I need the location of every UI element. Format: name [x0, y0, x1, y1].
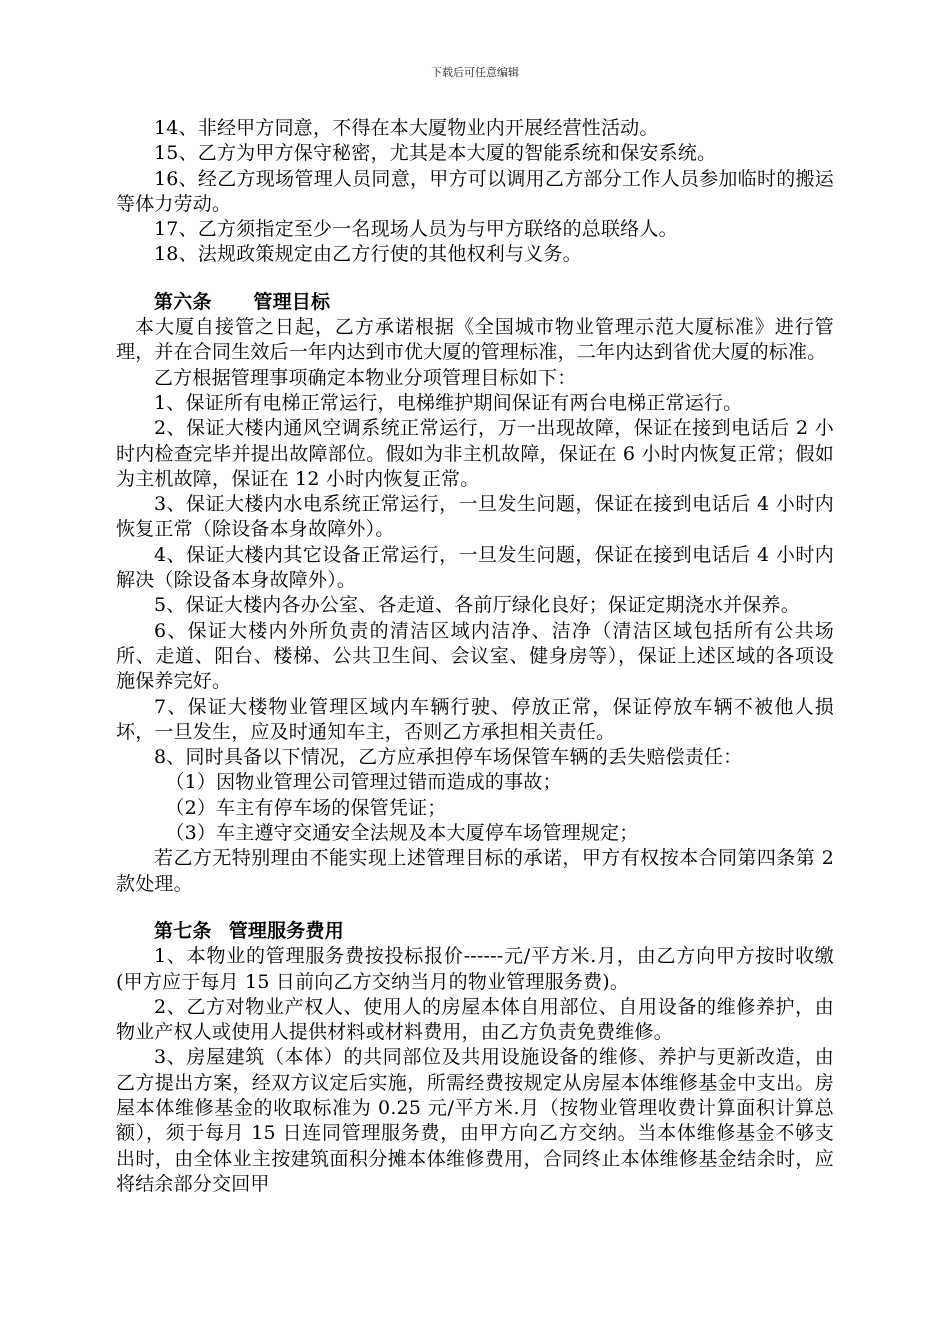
clause-16: 16、经乙方现场管理人员同意，甲方可以调用乙方部分工作人员参加临时的搬运等体力劳动。 [116, 167, 834, 215]
article-6-heading [116, 290, 834, 315]
article-6-item-8: 8、同时具备以下情况，乙方应承担停车场保管车辆的丢失赔偿责任： [154, 746, 743, 769]
article-6-item-7: 7、保证大楼物业管理区域内车辆行驶、停放正常，保证停放车辆不被他人损坏，一旦发生，应及时通知车主，否则乙方承担相关责任。 [116, 695, 834, 743]
document-body [116, 116, 834, 1197]
article-6-number: 第六条 [154, 290, 212, 313]
article-7-heading [116, 919, 834, 944]
article-6-item-5: 5、保证大楼内各办公室、各走道、各前厅绿化良好；保证定期浇水并保养。 [154, 594, 800, 617]
article-7-title: 管理服务费用 [228, 919, 344, 942]
article-6-item-3: 3、保证大楼内水电系统正常运行，一旦发生问题，保证在接到电话后 4 小时内恢复正常（除设备本身故障外）。 [116, 493, 834, 541]
article-6-item-1: 1、保证所有电梯正常运行，电梯维护期间保证有两台电梯正常运行。 [154, 391, 743, 414]
article-6-condition-2: （2）车主有停车场的保管凭证； [165, 796, 447, 819]
article-7-item-2: 2、乙方对物业产权人、使用人的房屋本体自用部位、自用设备的维修养护，由物业产权人或使用人提供材料或材料费用，由乙方负责免费维修。 [116, 995, 834, 1044]
article-6-lead: 乙方根据管理事项确定本物业分项管理目标如下： [154, 366, 577, 389]
clause-18: 18、法规政策规定由乙方行使的其他权利与义务。 [154, 243, 582, 266]
page-header: 下载后可任意编辑 [431, 66, 519, 79]
article-7-number: 第七条 [154, 919, 212, 942]
article-6-closing: 若乙方无特别理由不能实现上述管理目标的承诺，甲方有权按本合同第四条第 2 款处理。 [116, 847, 834, 895]
article-6-title: 管理目标 [253, 290, 331, 313]
article-6-intro: 本大厦自接管之日起，乙方承诺根据《全国城市物业管理示范大厦标准》进行管理，并在合同生效后一年内达到市优大厦的管理标准，二年内达到省优大厦的标准。 [116, 316, 834, 364]
article-6-item-4: 4、保证大楼内其它设备正常运行，一旦发生问题，保证在接到电话后 4 小时内解决（除设备本身故障外）。 [116, 543, 834, 592]
article-7-item-3: 3、房屋建筑（本体）的共同部位及共用设施设备的维修、养护与更新改造，由乙方提出方案，经双方议定后实施，所需经费按规定从房屋本体维修基金中支出。房屋本体维修基金的收取标准为 0.25 元/平方米.月（按物业管理收费计算面积计算总额），须于每月 15 日连同管理服务费，由甲方向乙方交纳。当本体维修基金不够支出时，由全体业主按建筑面积分摊本体维修费用，合同终止本体维修基金结余时，应将结余部分交回甲 [116, 1046, 834, 1195]
clause-14: 14、非经甲方同意，不得在本大厦物业内开展经营性活动。 [154, 117, 659, 139]
clause-15: 15、乙方为甲方保守秘密，尤其是本大厦的智能系统和保安系统。 [154, 142, 717, 165]
article-7-item-1: 1、本物业的管理服务费按投标报价------元/平方米.月，由乙方向甲方按时收缴(甲方应于每月 15 日前向乙方交纳当月的物业管理服务费)。 [116, 945, 834, 993]
article-6-item-2: 2、保证大楼内通风空调系统正常运行，万一出现故障，保证在接到电话后 2 小时内检查完毕并提出故障部位。假如为非主机故障，保证在 6 小时内恢复正常；假如为主机故障，保证在 12 小时内恢复正常。 [116, 417, 834, 490]
article-6-condition-1: （1）因物业管理公司管理过错而造成的事故； [165, 771, 562, 794]
article-6-condition-3: （3）车主遵守交通安全法规及本大厦停车场管理规定； [165, 822, 639, 845]
article-6-item-6: 6、保证大楼内外所负责的清洁区域内洁净、洁净（清洁区域包括所有公共场所、走道、阳台、楼梯、公共卫生间、会议室、健身房等），保证上述区域的各项设施保养完好。 [116, 619, 834, 693]
clause-17: 17、乙方须指定至少一名现场人员为与甲方联络的总联络人。 [154, 218, 678, 241]
